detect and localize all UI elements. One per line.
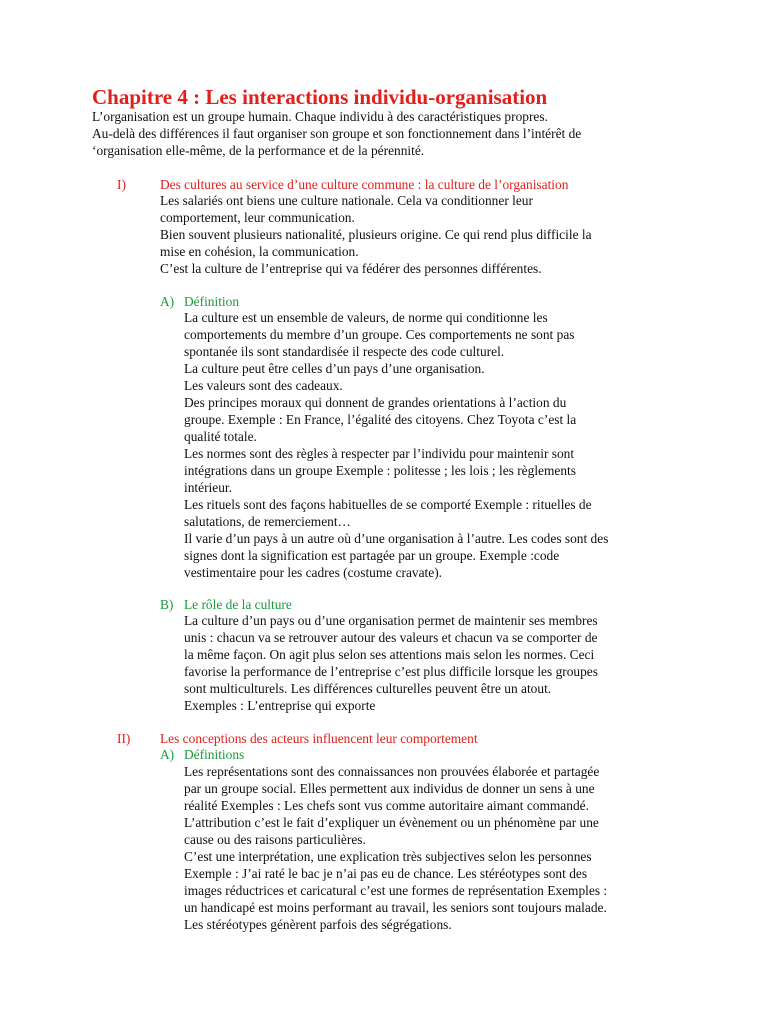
text-line: la même façon. On agit plus selon ses attentions mais selon les normes. Ceci xyxy=(184,647,595,662)
section-1b-letter: B) xyxy=(160,597,174,612)
text-line: vestimentaire pour les cadres (costume cravate). xyxy=(184,565,443,580)
text-line: La culture peut être celles d’un pays d’une organisation. xyxy=(184,361,485,376)
section-1-number: I) xyxy=(117,177,126,192)
text-line: signes dont la signification est partagée par un groupe. Exemple :code xyxy=(184,548,560,563)
text-line: intégrations dans un groupe Exemple : politesse ; les lois ; les règlements xyxy=(184,463,576,478)
text-line: Bien souvent plusieurs nationalité, plusieurs origine. Ce qui rend plus difficile la xyxy=(160,227,592,242)
text-line: comportement, leur communication. xyxy=(160,210,355,225)
text-line: un handicapé est moins performant au travail, les seniors sont toujours malade. xyxy=(184,900,607,915)
section-1a-body xyxy=(184,309,704,581)
text-line: Les stéréotypes génèrent parfois des ségrégations. xyxy=(184,917,452,932)
section-2a-letter: A) xyxy=(160,747,175,762)
section-2-number: II) xyxy=(117,731,131,746)
text-line: Des principes moraux qui donnent de grandes orientations à l’action du xyxy=(184,395,567,410)
section-1a-heading xyxy=(160,293,239,310)
section-1b-title: Le rôle de la culture xyxy=(184,597,292,612)
text-line: La culture d’un pays ou d’une organisation permet de maintenir ses membres xyxy=(184,613,598,628)
text-line: par un groupe social. Elles permettent aux individus de donner un sens à une xyxy=(184,781,595,796)
intro-paragraph xyxy=(92,108,692,159)
text-line: Les représentations sont des connaissances non prouvées élaborée et partagée xyxy=(184,764,600,779)
text-line: cause ou des raisons particulières. xyxy=(184,832,366,847)
text-line: unis : chacun va se retrouver autour des valeurs et chacun va se comporter de xyxy=(184,630,598,645)
text-line: réalité Exemples : Les chefs sont vus comme autoritaire aimant commandé. xyxy=(184,798,589,813)
section-1b-body xyxy=(184,612,704,714)
chapter-title: Chapitre 4 : Les interactions individu-organisation xyxy=(92,85,548,109)
text-line: comportements du membre d’un groupe. Ces comportements ne sont pas xyxy=(184,327,575,342)
section-1-body xyxy=(160,192,720,277)
text-line: spontanée ils sont standardisée il respecte des code culturel. xyxy=(184,344,505,359)
text-line: C’est la culture de l’entreprise qui va fédérer des personnes différentes. xyxy=(160,261,542,276)
section-1a-title: Définition xyxy=(184,294,240,309)
text-line: Les valeurs sont des cadeaux. xyxy=(184,378,343,393)
section-2a-title: Définitions xyxy=(184,747,245,762)
section-1b-heading xyxy=(160,596,292,613)
section-2a-body xyxy=(184,763,704,933)
text-line: groupe. Exemple : En France, l’égalité des citoyens. Chez Toyota c’est la xyxy=(184,412,577,427)
intro-line: Au-delà des différences il faut organiser son groupe et son fonctionnement dans l’intérêt de xyxy=(92,126,582,141)
text-line: C’est une interprétation, une explication très subjectives selon les personnes xyxy=(184,849,592,864)
text-line: L’attribution c’est le fait d’expliquer un évènement ou un phénomène par une xyxy=(184,815,599,830)
section-2-heading: Les conceptions des acteurs influencent leur comportement xyxy=(160,731,478,746)
text-line: Les salariés ont biens une culture nationale. Cela va conditionner leur xyxy=(160,193,533,208)
text-line: Les normes sont des règles à respecter par l’individu pour maintenir sont xyxy=(184,446,575,461)
text-line: Exemples : L’entreprise qui exporte xyxy=(184,698,376,713)
intro-line: L’organisation est un groupe humain. Chaque individu à des caractéristiques propres. xyxy=(92,109,548,124)
section-1-heading: Des cultures au service d’une culture commune : la culture de l’organisation xyxy=(160,177,569,192)
text-line: intérieur. xyxy=(184,480,232,495)
section-2a-heading xyxy=(160,746,244,763)
text-line: qualité totale. xyxy=(184,429,257,444)
intro-line: ‘organisation elle-même, de la performance et de la pérennité. xyxy=(92,143,425,158)
text-line: Il varie d’un pays à un autre où d’une organisation à l’autre. Les codes sont des xyxy=(184,531,609,546)
text-line: salutations, de remerciement… xyxy=(184,514,351,529)
text-line: images réductrices et caricatural c’est une formes de représentation Exemples : xyxy=(184,883,608,898)
section-1a-letter: A) xyxy=(160,294,175,309)
text-line: Les rituels sont des façons habituelles de se comporté Exemple : rituelles de xyxy=(184,497,592,512)
text-line: mise en cohésion, la communication. xyxy=(160,244,359,259)
text-line: favorise la performance de l’entreprise c’est plus difficile lorsque les groupes xyxy=(184,664,598,679)
text-line: sont multiculturels. Les différences culturelles peuvent être un atout. xyxy=(184,681,552,696)
text-line: La culture est un ensemble de valeurs, de norme qui conditionne les xyxy=(184,310,548,325)
text-line: Exemple : J’ai raté le bac je n’ai pas eu de chance. Les stéréotypes sont des xyxy=(184,866,588,881)
